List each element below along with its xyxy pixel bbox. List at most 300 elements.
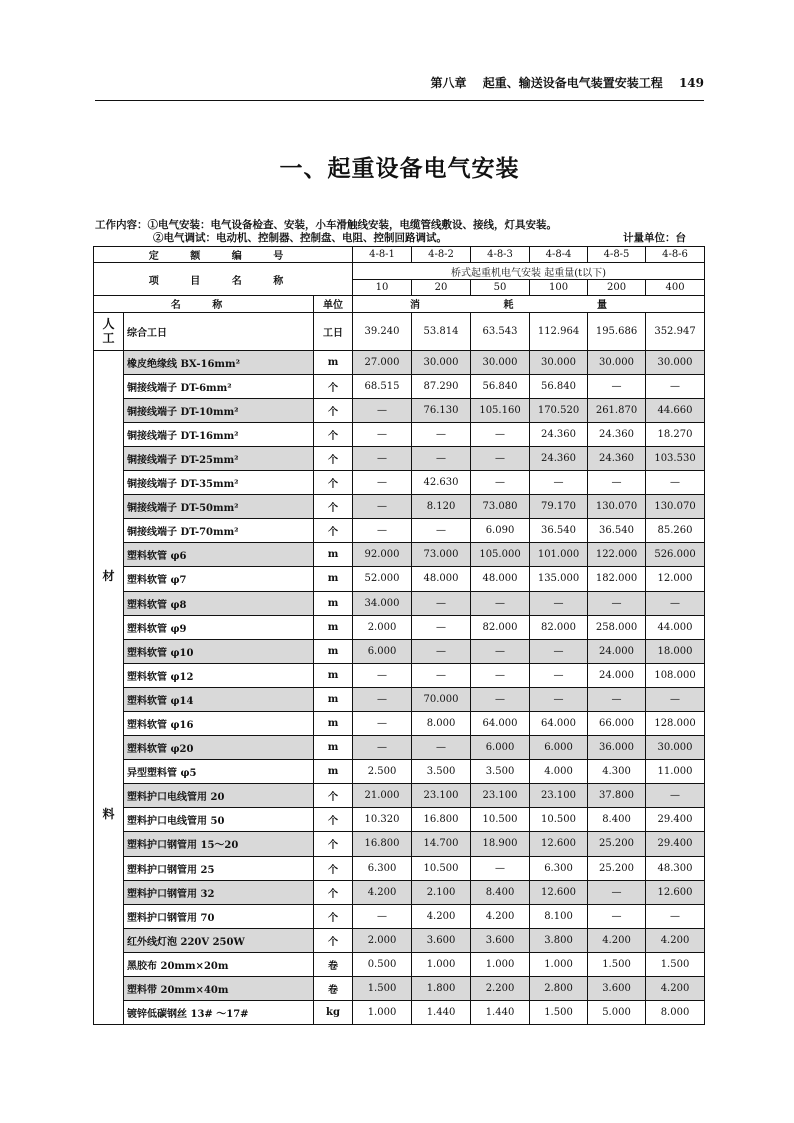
- material-value: —: [412, 446, 471, 470]
- material-value: 4.200: [646, 928, 705, 952]
- material-row: [94, 567, 705, 591]
- material-name: 塑料软管 φ12: [124, 663, 314, 687]
- material-value: —: [353, 398, 412, 422]
- material-value: 8.000: [412, 711, 471, 735]
- material-value: 122.000: [588, 543, 646, 567]
- material-unit: 个: [314, 398, 353, 422]
- labor-value: 112.964: [530, 312, 588, 350]
- material-row: [94, 808, 705, 832]
- material-row: [94, 760, 705, 784]
- material-unit: m: [314, 663, 353, 687]
- material-value: 3.500: [412, 760, 471, 784]
- material-row: [94, 663, 705, 687]
- labor-category: [94, 312, 124, 350]
- material-value: —: [646, 471, 705, 495]
- material-name: 塑料软管 φ6: [124, 543, 314, 567]
- material-unit: m: [314, 567, 353, 591]
- material-value: 6.090: [471, 519, 530, 543]
- material-name: 铜接线端子 DT-6mm²: [124, 374, 314, 398]
- material-value: 44.000: [646, 615, 705, 639]
- labor-name: 综合工日: [124, 312, 314, 350]
- material-value: 182.000: [588, 567, 646, 591]
- material-value: 2.800: [530, 977, 588, 1001]
- material-value: 4.200: [412, 904, 471, 928]
- material-value: 105.160: [471, 398, 530, 422]
- material-value: —: [530, 639, 588, 663]
- material-value: —: [646, 784, 705, 808]
- material-name: 异型塑料管 φ5: [124, 760, 314, 784]
- material-row: [94, 880, 705, 904]
- material-unit: 个: [314, 422, 353, 446]
- material-value: —: [412, 736, 471, 760]
- labor-category-text: [94, 317, 123, 345]
- material-row: [94, 543, 705, 567]
- capacity-cell: 400: [646, 279, 705, 295]
- material-value: 82.000: [471, 615, 530, 639]
- capacity-cell: 50: [471, 279, 530, 295]
- material-value: 37.800: [588, 784, 646, 808]
- material-value: 8.100: [530, 904, 588, 928]
- material-value: 64.000: [471, 711, 530, 735]
- material-value: 1.000: [471, 952, 530, 976]
- material-value: —: [353, 711, 412, 735]
- material-name: 黑胶布 20mm×20m: [124, 952, 314, 976]
- material-value: 4.000: [530, 760, 588, 784]
- material-unit: 个: [314, 784, 353, 808]
- material-value: —: [412, 422, 471, 446]
- material-row: [94, 1001, 705, 1025]
- material-row: [94, 495, 705, 519]
- material-value: 1.000: [412, 952, 471, 976]
- material-value: 48.000: [412, 567, 471, 591]
- material-value: 105.000: [471, 543, 530, 567]
- material-value: 29.400: [646, 832, 705, 856]
- codes-row: [94, 247, 705, 263]
- group-label: 桥式起重机电气安装 起重量(t以下): [353, 263, 705, 279]
- labor-unit: 工日: [314, 312, 353, 350]
- column-header-row: [94, 296, 705, 312]
- material-row: [94, 928, 705, 952]
- material-value: 24.360: [588, 422, 646, 446]
- material-value: 52.000: [353, 567, 412, 591]
- material-value: 70.000: [412, 687, 471, 711]
- material-name: 塑料软管 φ20: [124, 736, 314, 760]
- material-value: 3.600: [412, 928, 471, 952]
- capacity-cell: 10: [353, 279, 412, 295]
- material-value: 12.600: [530, 832, 588, 856]
- material-value: 2.000: [353, 928, 412, 952]
- material-name: 塑料护口钢管用 25: [124, 856, 314, 880]
- material-value: —: [353, 687, 412, 711]
- material-value: 6.300: [530, 856, 588, 880]
- material-value: —: [412, 639, 471, 663]
- material-value: 92.000: [353, 543, 412, 567]
- material-value: 73.000: [412, 543, 471, 567]
- material-value: 2.200: [471, 977, 530, 1001]
- material-row: [94, 784, 705, 808]
- material-value: 6.300: [353, 856, 412, 880]
- material-category-char-2: 料: [102, 806, 115, 821]
- material-value: 5.000: [588, 1001, 646, 1025]
- material-value: 64.000: [530, 711, 588, 735]
- material-value: 1.500: [588, 952, 646, 976]
- material-value: 44.660: [646, 398, 705, 422]
- labor-category-char: 工: [102, 331, 115, 346]
- material-row: [94, 904, 705, 928]
- material-unit: m: [314, 591, 353, 615]
- material-row: [94, 687, 705, 711]
- quota-table: [93, 246, 705, 1025]
- material-value: —: [530, 663, 588, 687]
- material-value: —: [588, 471, 646, 495]
- labor-category-char: 人: [102, 317, 115, 332]
- material-value: 30.000: [646, 350, 705, 374]
- name-header: 名 称: [94, 296, 314, 312]
- material-value: 23.100: [412, 784, 471, 808]
- material-value: 76.130: [412, 398, 471, 422]
- material-value: 12.000: [646, 567, 705, 591]
- group-row: [94, 263, 705, 279]
- material-value: 30.000: [471, 350, 530, 374]
- material-value: —: [353, 736, 412, 760]
- work-line-2: ②电气调试：电动机、控制器、控制盘、电阻、控制回路调试。: [153, 232, 447, 244]
- material-value: 21.000: [353, 784, 412, 808]
- material-value: 258.000: [588, 615, 646, 639]
- work-line-2-row: [95, 232, 704, 245]
- material-value: —: [646, 687, 705, 711]
- material-value: 130.070: [588, 495, 646, 519]
- material-value: —: [588, 904, 646, 928]
- material-value: 6.000: [530, 736, 588, 760]
- material-value: 3.500: [471, 760, 530, 784]
- work-line-1: 工作内容：①电气安装：电气设备检查、安装，小车滑触线安装，电缆管线敷设、接线，灯具安装。: [95, 219, 557, 231]
- material-value: 8.000: [646, 1001, 705, 1025]
- material-name: 塑料软管 φ8: [124, 591, 314, 615]
- material-value: 82.000: [530, 615, 588, 639]
- material-unit: 个: [314, 928, 353, 952]
- material-row: [94, 591, 705, 615]
- material-row: [94, 856, 705, 880]
- material-value: —: [646, 904, 705, 928]
- material-value: 130.070: [646, 495, 705, 519]
- consume-header: 消 耗 量: [353, 296, 705, 312]
- material-value: 23.100: [471, 784, 530, 808]
- material-unit: m: [314, 736, 353, 760]
- material-name: 镀锌低碳钢丝 13# ～17#: [124, 1001, 314, 1025]
- section-label: 起重、输送设备电气装置安装工程: [482, 76, 663, 90]
- material-unit: 个: [314, 880, 353, 904]
- material-value: 10.320: [353, 808, 412, 832]
- material-row: [94, 398, 705, 422]
- material-value: 42.630: [412, 471, 471, 495]
- code-cell: 4-8-2: [412, 247, 471, 263]
- material-value: 16.800: [353, 832, 412, 856]
- material-value: 1.500: [353, 977, 412, 1001]
- measure-unit: 计量单位：台: [623, 232, 686, 244]
- code-cell: 4-8-1: [353, 247, 412, 263]
- material-value: 25.200: [588, 856, 646, 880]
- material-name: 塑料软管 φ9: [124, 615, 314, 639]
- material-value: 4.200: [471, 904, 530, 928]
- material-row: [94, 977, 705, 1001]
- quota-label: 定 额 编 号: [94, 247, 353, 263]
- material-value: 4.300: [588, 760, 646, 784]
- material-name: 塑料护口钢管用 15～20: [124, 832, 314, 856]
- material-unit: m: [314, 350, 353, 374]
- material-name: 铜接线端子 DT-50mm²: [124, 495, 314, 519]
- material-value: 56.840: [471, 374, 530, 398]
- material-name: 塑料护口钢管用 32: [124, 880, 314, 904]
- material-name: 铜接线端子 DT-16mm²: [124, 422, 314, 446]
- material-row: [94, 374, 705, 398]
- material-value: 1.800: [412, 977, 471, 1001]
- material-unit: 个: [314, 904, 353, 928]
- material-value: 170.520: [530, 398, 588, 422]
- material-value: 24.360: [530, 422, 588, 446]
- material-row: [94, 832, 705, 856]
- material-row: [94, 615, 705, 639]
- material-row: [94, 711, 705, 735]
- material-value: 1.000: [353, 1001, 412, 1025]
- material-value: 10.500: [412, 856, 471, 880]
- material-value: 30.000: [530, 350, 588, 374]
- material-value: 8.400: [471, 880, 530, 904]
- material-row: [94, 639, 705, 663]
- material-value: 36.540: [530, 519, 588, 543]
- material-value: 6.000: [353, 639, 412, 663]
- material-value: 14.700: [412, 832, 471, 856]
- material-value: —: [471, 591, 530, 615]
- material-value: 16.800: [412, 808, 471, 832]
- material-value: —: [530, 591, 588, 615]
- material-value: —: [471, 422, 530, 446]
- labor-value: 53.814: [412, 312, 471, 350]
- material-value: —: [353, 446, 412, 470]
- labor-value: 63.543: [471, 312, 530, 350]
- material-value: 73.080: [471, 495, 530, 519]
- item-label: 项 目 名 称: [94, 263, 353, 296]
- labor-value: 352.947: [646, 312, 705, 350]
- header-rule: [95, 100, 704, 101]
- code-cell: 4-8-3: [471, 247, 530, 263]
- material-unit: 个: [314, 519, 353, 543]
- capacity-cell: 100: [530, 279, 588, 295]
- material-value: 3.800: [530, 928, 588, 952]
- material-value: 4.200: [646, 977, 705, 1001]
- material-name: 塑料软管 φ10: [124, 639, 314, 663]
- material-value: 30.000: [412, 350, 471, 374]
- material-unit: m: [314, 615, 353, 639]
- material-value: —: [471, 663, 530, 687]
- material-value: —: [471, 687, 530, 711]
- work-content: [95, 219, 704, 245]
- material-value: 18.000: [646, 639, 705, 663]
- material-name: 铜接线端子 DT-25mm²: [124, 446, 314, 470]
- material-value: —: [588, 880, 646, 904]
- material-value: 23.100: [530, 784, 588, 808]
- material-value: 6.000: [471, 736, 530, 760]
- capacity-cell: 200: [588, 279, 646, 295]
- material-value: 3.600: [588, 977, 646, 1001]
- material-value: 3.600: [471, 928, 530, 952]
- material-unit: m: [314, 543, 353, 567]
- material-row: [94, 952, 705, 976]
- material-value: 24.360: [588, 446, 646, 470]
- material-value: 8.400: [588, 808, 646, 832]
- material-value: —: [412, 615, 471, 639]
- material-unit: m: [314, 760, 353, 784]
- material-unit: 个: [314, 495, 353, 519]
- material-value: 1.500: [646, 952, 705, 976]
- material-unit: kg: [314, 1001, 353, 1025]
- material-value: 10.500: [471, 808, 530, 832]
- material-value: —: [412, 591, 471, 615]
- page-title: 一、起重设备电气安装: [279, 156, 520, 182]
- material-unit: m: [314, 711, 353, 735]
- material-value: —: [471, 471, 530, 495]
- material-value: 48.300: [646, 856, 705, 880]
- material-value: —: [412, 519, 471, 543]
- material-value: 56.840: [530, 374, 588, 398]
- material-value: 30.000: [588, 350, 646, 374]
- material-value: 526.000: [646, 543, 705, 567]
- material-value: —: [353, 904, 412, 928]
- material-value: —: [353, 663, 412, 687]
- unit-header: 单位: [314, 296, 353, 312]
- material-value: 4.200: [588, 928, 646, 952]
- material-name: 橡皮绝缘线 BX-16mm²: [124, 350, 314, 374]
- material-row: [94, 736, 705, 760]
- material-value: 12.600: [530, 880, 588, 904]
- material-value: 27.000: [353, 350, 412, 374]
- material-unit: 个: [314, 808, 353, 832]
- material-unit: 个: [314, 856, 353, 880]
- labor-row: [94, 312, 705, 350]
- material-name: 铜接线端子 DT-70mm²: [124, 519, 314, 543]
- material-value: 128.000: [646, 711, 705, 735]
- material-row: [94, 422, 705, 446]
- material-value: —: [471, 639, 530, 663]
- material-value: —: [530, 471, 588, 495]
- material-name: 塑料护口钢管用 70: [124, 904, 314, 928]
- material-value: 135.000: [530, 567, 588, 591]
- material-value: —: [530, 687, 588, 711]
- material-unit: m: [314, 687, 353, 711]
- material-name: 塑料护口电线管用 20: [124, 784, 314, 808]
- material-value: 261.870: [588, 398, 646, 422]
- material-value: 108.000: [646, 663, 705, 687]
- code-cell: 4-8-5: [588, 247, 646, 263]
- material-value: 48.000: [471, 567, 530, 591]
- material-value: —: [353, 422, 412, 446]
- chapter-label: 第八章: [430, 76, 467, 90]
- material-value: 25.200: [588, 832, 646, 856]
- material-value: 24.000: [588, 639, 646, 663]
- material-name: 红外线灯泡 220V 250W: [124, 928, 314, 952]
- material-row: [94, 519, 705, 543]
- code-cell: 4-8-4: [530, 247, 588, 263]
- material-value: 11.000: [646, 760, 705, 784]
- labor-value: 195.686: [588, 312, 646, 350]
- material-category: [94, 350, 124, 1025]
- material-unit: 卷: [314, 977, 353, 1001]
- code-cell: 4-8-6: [646, 247, 705, 263]
- material-value: 24.000: [588, 663, 646, 687]
- material-unit: m: [314, 639, 353, 663]
- material-value: 29.400: [646, 808, 705, 832]
- material-value: 1.440: [412, 1001, 471, 1025]
- material-unit: 个: [314, 374, 353, 398]
- material-name: 塑料软管 φ16: [124, 711, 314, 735]
- material-name: 塑料护口电线管用 50: [124, 808, 314, 832]
- material-value: —: [588, 687, 646, 711]
- labor-value: 39.240: [353, 312, 412, 350]
- material-value: 18.270: [646, 422, 705, 446]
- material-value: 36.000: [588, 736, 646, 760]
- page-number: 149: [678, 76, 704, 90]
- material-name: 铜接线端子 DT-35mm²: [124, 471, 314, 495]
- material-unit: 个: [314, 832, 353, 856]
- material-value: 24.360: [530, 446, 588, 470]
- material-name: 塑料软管 φ7: [124, 567, 314, 591]
- material-name: 塑料带 20mm×40m: [124, 977, 314, 1001]
- material-value: 4.200: [353, 880, 412, 904]
- material-value: 10.500: [530, 808, 588, 832]
- material-row: [94, 471, 705, 495]
- material-value: —: [412, 663, 471, 687]
- material-value: 2.500: [353, 760, 412, 784]
- running-header: [95, 74, 704, 92]
- material-value: 0.500: [353, 952, 412, 976]
- material-value: —: [471, 856, 530, 880]
- material-unit: 个: [314, 471, 353, 495]
- material-value: —: [646, 591, 705, 615]
- material-value: 85.260: [646, 519, 705, 543]
- material-row: [94, 350, 705, 374]
- material-value: 30.000: [646, 736, 705, 760]
- material-value: 1.000: [530, 952, 588, 976]
- material-value: —: [588, 591, 646, 615]
- material-unit: 卷: [314, 952, 353, 976]
- material-value: 66.000: [588, 711, 646, 735]
- material-value: —: [646, 374, 705, 398]
- material-name: 塑料软管 φ14: [124, 687, 314, 711]
- material-row: [94, 446, 705, 470]
- material-value: 1.500: [530, 1001, 588, 1025]
- material-unit: 个: [314, 446, 353, 470]
- material-value: 8.120: [412, 495, 471, 519]
- material-value: 103.530: [646, 446, 705, 470]
- material-value: 2.100: [412, 880, 471, 904]
- material-value: 79.170: [530, 495, 588, 519]
- material-value: 34.000: [353, 591, 412, 615]
- material-value: —: [353, 495, 412, 519]
- material-name: 铜接线端子 DT-10mm²: [124, 398, 314, 422]
- material-category-char-1: 材: [102, 568, 115, 583]
- material-value: —: [471, 446, 530, 470]
- material-value: 87.290: [412, 374, 471, 398]
- material-value: 1.440: [471, 1001, 530, 1025]
- material-value: —: [353, 519, 412, 543]
- material-value: 101.000: [530, 543, 588, 567]
- material-value: 12.600: [646, 880, 705, 904]
- material-value: —: [353, 471, 412, 495]
- material-value: 68.515: [353, 374, 412, 398]
- material-value: —: [588, 374, 646, 398]
- material-value: 18.900: [471, 832, 530, 856]
- material-value: 36.540: [588, 519, 646, 543]
- material-value: 2.000: [353, 615, 412, 639]
